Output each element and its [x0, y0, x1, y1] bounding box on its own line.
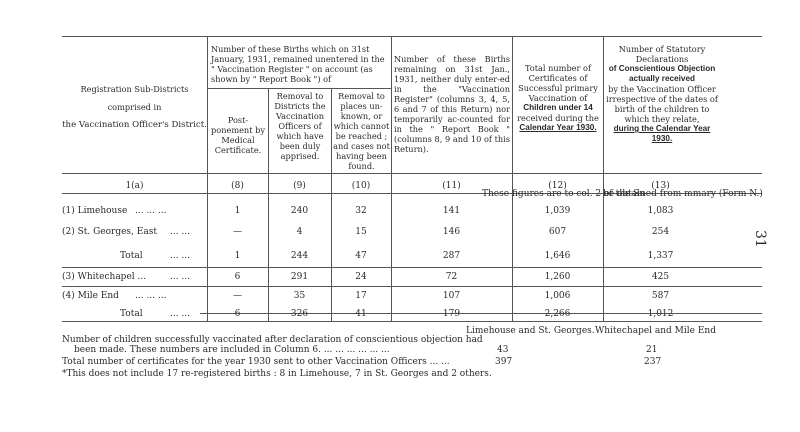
table-top-rule [62, 36, 762, 37]
header-col1-line2: comprised in [107, 102, 162, 112]
cell-col13: 1,083 [647, 206, 674, 216]
cell-col8: 1 [234, 251, 241, 261]
header-col13-b: of Conscientious Objection actually received [608, 64, 716, 83]
table-bottom-rule [62, 321, 762, 322]
note-col13: be obtained from mmary (Form N.) [603, 189, 763, 199]
cell-col8: — [233, 227, 242, 237]
cell-col10: 41 [355, 309, 367, 319]
header-group-top: Number of these Births which on 31st January, 1931, remained unentered in the " Vaccination Register " on account (as shown by " Report Book ") of [211, 44, 385, 84]
page-number: 31 [752, 230, 768, 248]
cell-col9: 4 [296, 227, 303, 237]
cell-col9: 240 [290, 206, 309, 216]
header-col13-d: during the Calendar Year 1930. [613, 124, 711, 143]
cell-col12: 1,006 [544, 291, 571, 301]
row-label: Total [120, 251, 143, 261]
cell-col11: 287 [442, 251, 461, 261]
cell-col10: 32 [355, 206, 367, 216]
cell-col13: 254 [651, 227, 670, 237]
cell-col11: 179 [442, 309, 461, 319]
cell-col12: 1,039 [544, 206, 571, 216]
row-label: (4) Mile End [62, 291, 119, 301]
header-col11: Number of these Births remaining on 31st Jan., 1931, neither duly enter-ed in the "Vaccination Register" (columns 3, 4, 5, 6 and 7 of this Return) nor temporarily ac-counted for in the " Report Book " (columns 8, 9 and 10 of this Return). [394, 54, 510, 154]
cell-col12: 2,266 [544, 309, 571, 319]
cell-col8: 6 [234, 272, 241, 282]
column-rule [331, 88, 332, 321]
header-col13-a: Number of Statutory Declarations [618, 44, 706, 64]
cell-col8: — [233, 291, 242, 301]
footer-line3: Total number of certificates for the year 1930 sent to other Vaccination Officers ... ... [62, 357, 450, 367]
colnum-13: (13) [651, 181, 670, 191]
cell-col9: 244 [290, 251, 309, 261]
row-dots: ... ... ... [135, 206, 167, 216]
cell-col9: 291 [290, 272, 309, 282]
row-dots: ... ... [170, 227, 191, 237]
cell-col10: 47 [355, 251, 367, 261]
cell-col13: 1,012 [647, 309, 674, 319]
footer-line2-a: 43 [497, 345, 509, 355]
cell-col11: 141 [442, 206, 461, 216]
footer-line3-b: 237 [644, 357, 662, 367]
cell-col8: 1 [234, 206, 241, 216]
row-dots: ... ... [170, 309, 191, 319]
header-col9: Removal to Districts the Vaccination Officers of which have been duly apprised. [274, 91, 326, 161]
row-label: Total [120, 309, 143, 319]
row-label: (3) Whitechapel ... [62, 272, 147, 282]
colnum-12: (12) [548, 181, 567, 191]
cell-col10: 15 [355, 227, 367, 237]
note-col12: These figures are to col. 2 of the Su [482, 189, 646, 199]
header-col8: Post-ponement by Medical Certificate. [211, 115, 265, 155]
header-col12 [515, 63, 601, 133]
footer-line2-b: 21 [646, 345, 658, 355]
row-dots: ... ... [170, 272, 191, 282]
cell-col11: 72 [445, 272, 458, 282]
cell-col13: 587 [651, 291, 670, 301]
cell-col10: 24 [355, 272, 367, 282]
colnum-11: (11) [442, 181, 461, 191]
cell-col8: 6 [234, 309, 241, 319]
footer-col-b-heading: Whitechapel and Mile End [595, 326, 716, 336]
cell-col9: 35 [293, 291, 306, 301]
cell-col11: 146 [442, 227, 461, 237]
subtotal-rule-1-bottom [62, 286, 762, 287]
cell-col13: 1,337 [647, 251, 674, 261]
footer-line2: been made. These numbers are included in Column 6. ... ... ... ... ... ... [74, 345, 390, 355]
colnum-1a: 1(a) [125, 181, 144, 191]
cell-col12: 1,260 [544, 272, 571, 282]
column-rule [268, 88, 269, 321]
header-col12-c: received during the [517, 113, 599, 123]
header-col12-b: Children under 14 [523, 103, 593, 112]
subheader-rule [207, 88, 391, 89]
header-bottom-rule [62, 173, 762, 174]
header-col10: Removal to places un-known, or which cannot be reached ; and cases not having been found. [333, 91, 390, 171]
footer-col-a-heading: Limehouse and St. Georges. [466, 326, 595, 336]
row-dots: ... ... ... [135, 291, 167, 301]
cell-col12: 607 [548, 227, 567, 237]
row-dots: ... ... [170, 251, 191, 261]
header-col13-c: by the Vaccination Officer irrespective of the dates of birth of the children to which they relate, [606, 84, 718, 124]
colnum-8: (8) [231, 181, 244, 191]
cell-col13: 425 [651, 272, 670, 282]
header-col1-line1: Registration Sub-Districts [80, 84, 189, 94]
header-col12-d: Calendar Year 1930. [519, 123, 597, 132]
header-col1-line3: the Vaccination Officer's District. [62, 120, 207, 130]
header-col1 [62, 84, 207, 130]
row-label: (2) St. Georges, East [62, 227, 157, 237]
cell-col10: 17 [355, 291, 367, 301]
footer-line3-a: 397 [495, 357, 513, 367]
header-col12-a: Total number of Certificates of Successful primary Vaccination of [518, 63, 598, 103]
cell-col11: 107 [442, 291, 461, 301]
footer-line1: Number of children successfully vaccinated after declaration of conscientious objection had [62, 335, 483, 345]
colnum-10: (10) [351, 181, 371, 191]
header-col13 [605, 44, 719, 144]
row-label: (1) Limehouse [62, 206, 128, 216]
cell-col9: 326 [290, 309, 309, 319]
colnum-9: (9) [293, 181, 306, 191]
footnote: *This does not include 17 re-registered births : 8 in Limehouse, 7 in St. Georges and 2 others. [62, 369, 492, 379]
subtotal-rule-1-top [62, 267, 762, 268]
cell-col12: 1,646 [544, 251, 571, 261]
